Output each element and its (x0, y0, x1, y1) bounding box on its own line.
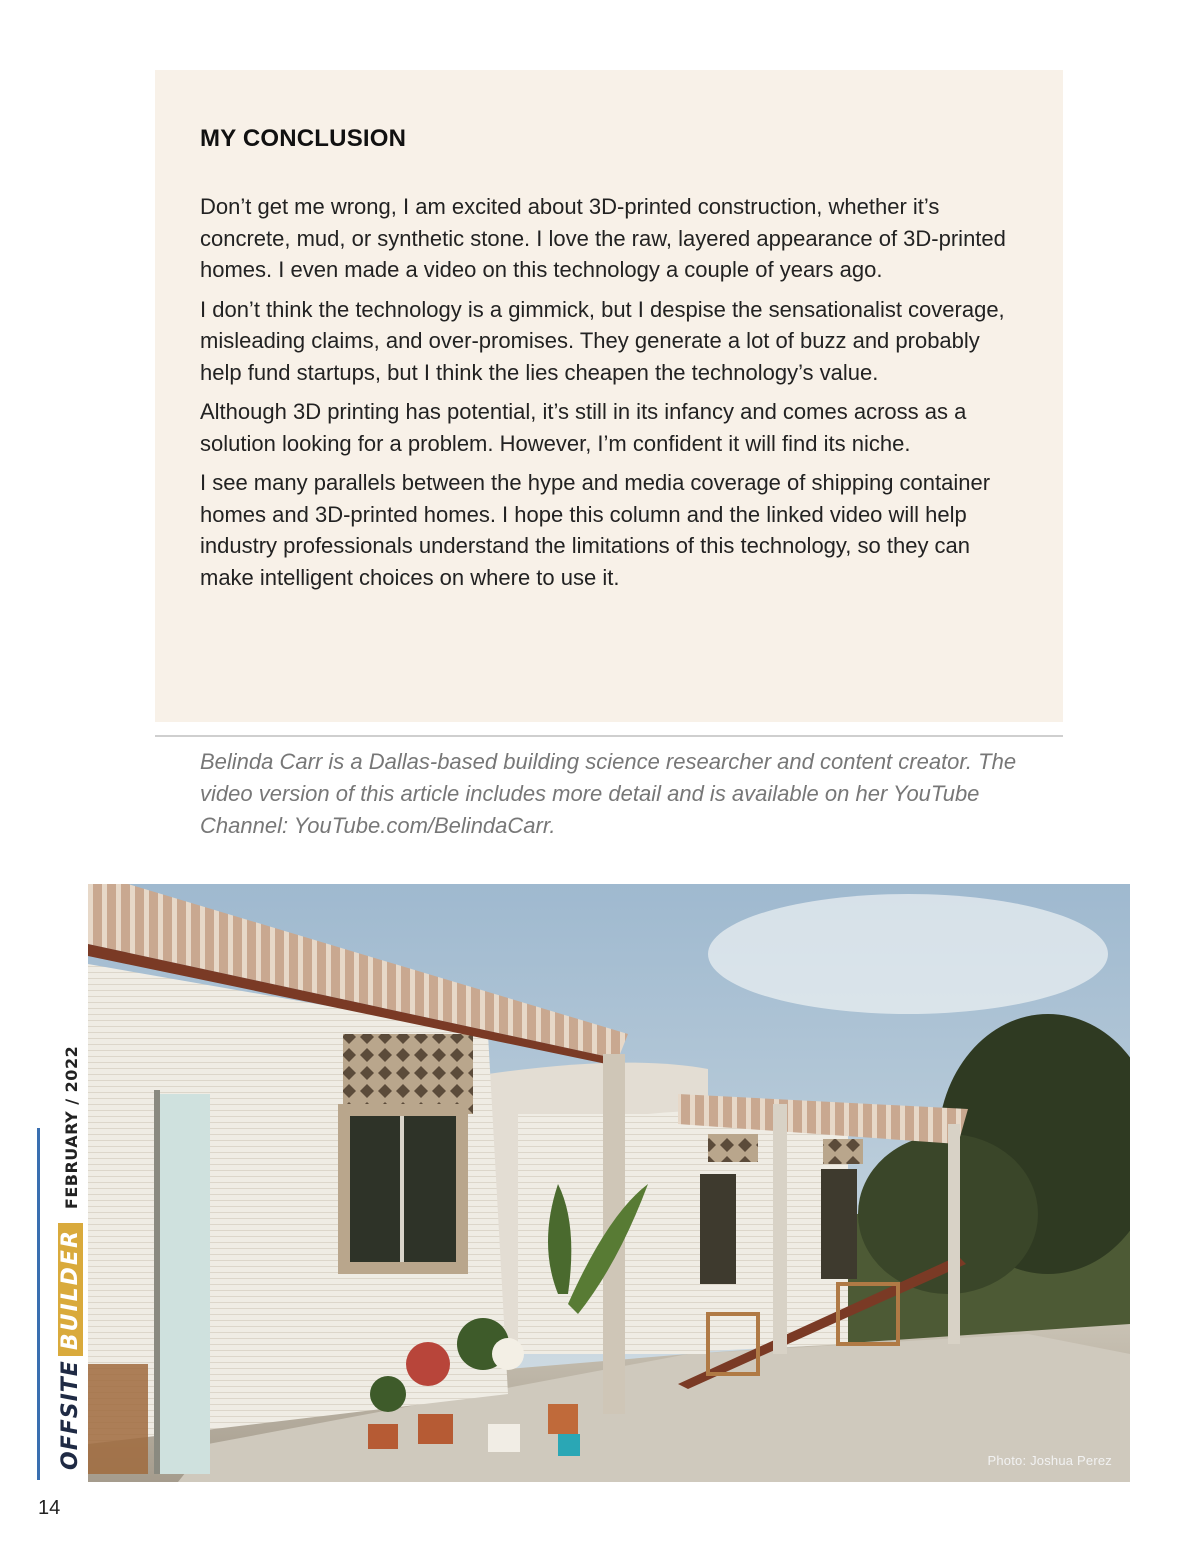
divider-rule (155, 735, 1063, 737)
sidebar-paragraph: I see many parallels between the hype and media coverage of shipping container homes and 3D-printed homes. I hope this column and the linked video will help industry professionals understand the limitations of this technology, so they can make intelligent choices on where to use it. (200, 470, 991, 590)
spine-accent-bar (37, 1128, 40, 1480)
author-bio: Belinda Carr is a Dallas-based building science researcher and content creator. The video version of this article includes more detail and is available on her YouTube Channel: YouTube.com/BelindaCarr. (200, 749, 1017, 838)
brand-name-part2: BUILDER (58, 1223, 83, 1356)
sidebar-body (200, 191, 1020, 601)
sidebar-paragraph: Don’t get me wrong, I am excited about 3D-printed construction, whether it’s concrete, mud, or synthetic stone. I love the raw, layered appearance of 3D-printed homes. I even made a video on this technology a couple of years ago. (200, 194, 1006, 282)
sidebar-paragraph: I don’t think the technology is a gimmick, but I despise the sensationalist coverage, misleading claims, and over-promises. They generate a lot of buzz and probably help fund startups, but I think the lies cheapen the technology’s value. (200, 296, 1005, 385)
sidebar-heading: MY CONCLUSION (200, 125, 407, 152)
spine-label (58, 1046, 83, 1470)
house-photo-illustration (88, 884, 1130, 1482)
issue-date: FEBRUARY / 2022 (62, 1045, 81, 1210)
photo-credit: Photo: Joshua Perez (987, 1453, 1112, 1468)
page-number: 14 (38, 1497, 61, 1519)
sidebar-paragraph: Although 3D printing has potential, it’s still in its infancy and comes across as a solution looking for a problem. However, I’m confident it will find its niche. (200, 399, 967, 456)
conclusion-sidebar (155, 70, 1063, 722)
brand-name-part1: OFFSITE (58, 1360, 83, 1470)
house-photo (88, 884, 1130, 1482)
